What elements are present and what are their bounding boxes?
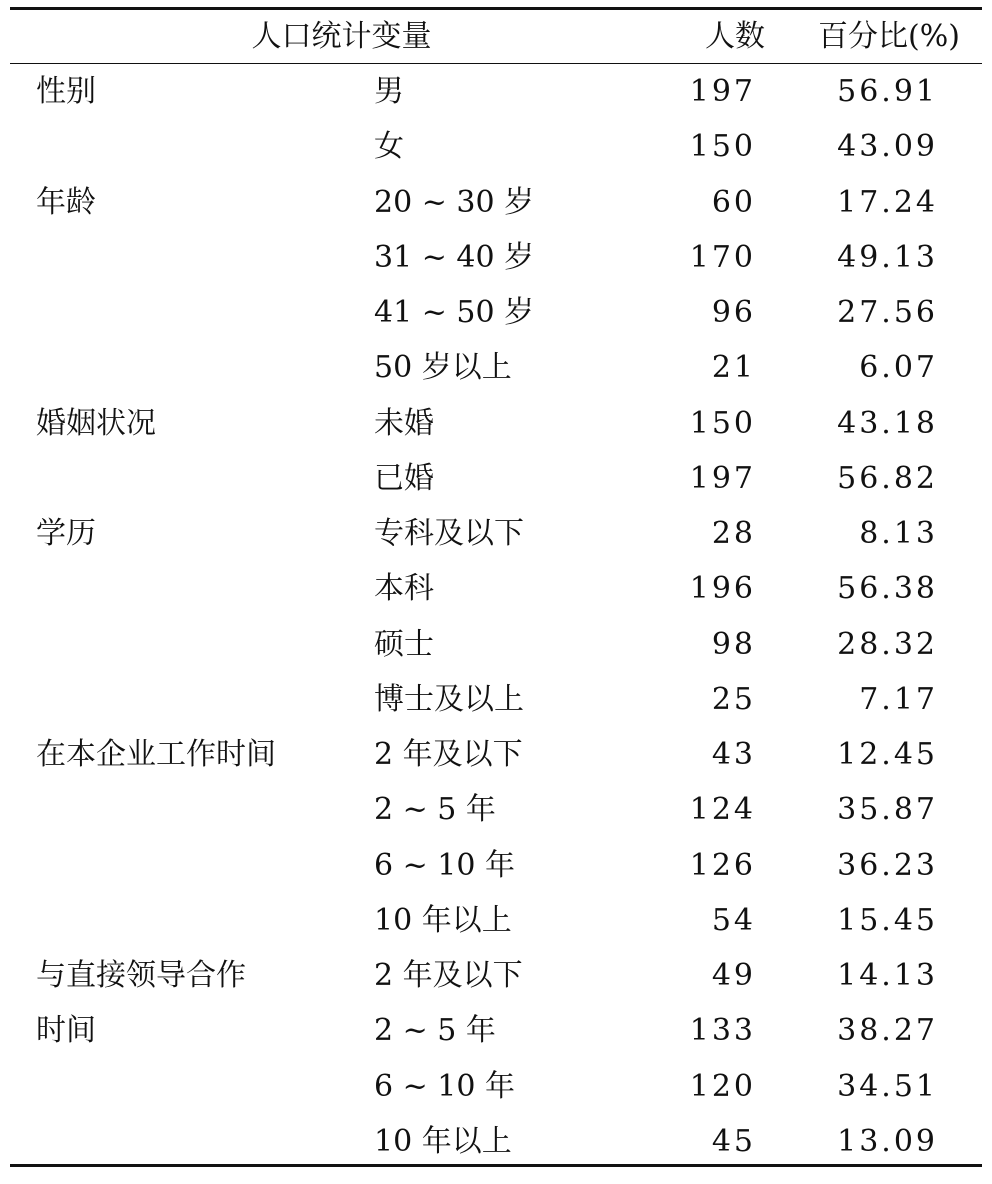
table-row — [10, 782, 982, 837]
table-row — [10, 727, 982, 782]
table-row — [10, 506, 982, 561]
table-row — [10, 893, 982, 948]
row-group-label: 学历 — [36, 516, 96, 551]
row-percent: 13.09 — [837, 1123, 938, 1159]
table-row — [10, 396, 982, 451]
table-row — [10, 838, 982, 893]
row-percent: 6.07 — [859, 350, 938, 386]
row-level-label: 50 岁以上 — [374, 350, 512, 386]
row-level-label: 20 ~ 30 岁 — [374, 184, 535, 220]
row-percent: 14.13 — [837, 958, 938, 993]
row-count: 197 — [689, 460, 756, 496]
table-row — [10, 1003, 982, 1058]
row-level-label: 2 ~ 5 年 — [374, 792, 496, 828]
row-count: 197 — [689, 74, 756, 109]
table-row — [10, 1114, 982, 1169]
row-count: 120 — [689, 1068, 756, 1104]
table-bottom-rule — [10, 1164, 982, 1167]
row-level-label: 男 — [374, 74, 404, 109]
row-percent: 36.23 — [837, 847, 938, 883]
row-percent: 12.45 — [837, 737, 938, 772]
row-level-label: 2 年及以下 — [374, 958, 523, 993]
row-count: 21 — [711, 350, 756, 386]
row-count: 196 — [689, 571, 756, 607]
table-row — [10, 175, 982, 230]
row-level-label: 硕士 — [374, 626, 434, 662]
row-level-label: 未婚 — [374, 405, 434, 441]
row-level-label: 女 — [374, 129, 404, 165]
table-row — [10, 561, 982, 616]
row-percent: 56.91 — [837, 74, 938, 109]
header-percent: 百分比(%) — [818, 19, 960, 54]
row-level-label: 6 ~ 10 年 — [374, 1068, 516, 1104]
row-group-label: 在本企业工作时间 — [36, 737, 276, 772]
row-group-label: 与直接领导合作 — [36, 958, 246, 993]
row-group-label: 时间 — [36, 1013, 96, 1049]
row-level-label: 41 ~ 50 岁 — [374, 295, 535, 330]
table-row — [10, 64, 982, 119]
row-group-label — [36, 672, 336, 727]
row-count: 150 — [689, 405, 756, 441]
row-count: 133 — [689, 1013, 756, 1049]
row-percent: 7.17 — [859, 681, 938, 717]
row-percent: 43.18 — [837, 405, 938, 441]
row-group-label: 性别 — [36, 74, 96, 109]
row-group-label — [36, 893, 336, 948]
row-group-label — [36, 782, 336, 837]
row-level-label: 31 ~ 40 岁 — [374, 239, 535, 275]
demographics-table — [10, 0, 982, 1184]
row-group-label — [36, 561, 336, 616]
row-percent: 49.13 — [837, 239, 938, 275]
row-count: 150 — [689, 129, 756, 165]
table-header — [10, 10, 982, 63]
row-count: 43 — [711, 737, 756, 772]
row-level-label: 10 年以上 — [374, 902, 512, 938]
row-level-label: 已婚 — [374, 460, 434, 496]
row-count: 28 — [711, 516, 756, 551]
row-group-label — [36, 617, 336, 672]
table-row — [10, 948, 982, 1003]
row-group-label — [36, 285, 336, 340]
row-count: 170 — [689, 239, 756, 275]
row-group-label — [36, 340, 336, 395]
row-level-label: 10 年以上 — [374, 1123, 512, 1159]
row-group-label — [36, 451, 336, 506]
row-count: 96 — [711, 295, 756, 330]
row-count: 126 — [689, 847, 756, 883]
header-variable: 人口统计变量 — [251, 19, 432, 54]
row-count: 25 — [711, 681, 756, 717]
row-group-label — [36, 838, 336, 893]
table-row — [10, 617, 982, 672]
row-count: 60 — [711, 184, 756, 220]
table-row — [10, 340, 982, 395]
row-percent: 34.51 — [837, 1068, 938, 1104]
row-count: 49 — [711, 958, 756, 993]
row-level-label: 2 ~ 5 年 — [374, 1013, 496, 1049]
row-percent: 38.27 — [837, 1013, 938, 1049]
row-percent: 56.82 — [837, 460, 938, 496]
row-count: 124 — [689, 792, 756, 828]
row-group-label: 年龄 — [36, 184, 96, 220]
table-row — [10, 230, 982, 285]
table-row — [10, 119, 982, 174]
row-percent: 28.32 — [837, 626, 938, 662]
row-level-label: 本科 — [374, 571, 434, 607]
row-percent: 43.09 — [837, 129, 938, 165]
table-row — [10, 285, 982, 340]
row-percent: 17.24 — [837, 184, 938, 220]
row-percent: 8.13 — [859, 516, 938, 551]
row-percent: 15.45 — [837, 902, 938, 938]
row-percent: 27.56 — [837, 295, 938, 330]
row-group-label — [36, 230, 336, 285]
table-row — [10, 672, 982, 727]
row-group-label: 婚姻状况 — [36, 405, 156, 441]
row-percent: 56.38 — [837, 571, 938, 607]
table-row — [10, 451, 982, 506]
row-level-label: 2 年及以下 — [374, 737, 523, 772]
row-group-label — [36, 1114, 336, 1169]
row-group-label — [36, 119, 336, 174]
row-level-label: 6 ~ 10 年 — [374, 847, 516, 883]
table-row — [10, 1059, 982, 1114]
row-count: 98 — [711, 626, 756, 662]
row-level-label: 专科及以下 — [374, 516, 524, 551]
row-count: 54 — [711, 902, 756, 938]
row-level-label: 博士及以上 — [374, 681, 524, 717]
row-percent: 35.87 — [837, 792, 938, 828]
table-body — [10, 64, 982, 1169]
row-count: 45 — [711, 1123, 756, 1159]
row-group-label — [36, 1059, 336, 1114]
header-count: 人数 — [705, 19, 765, 54]
